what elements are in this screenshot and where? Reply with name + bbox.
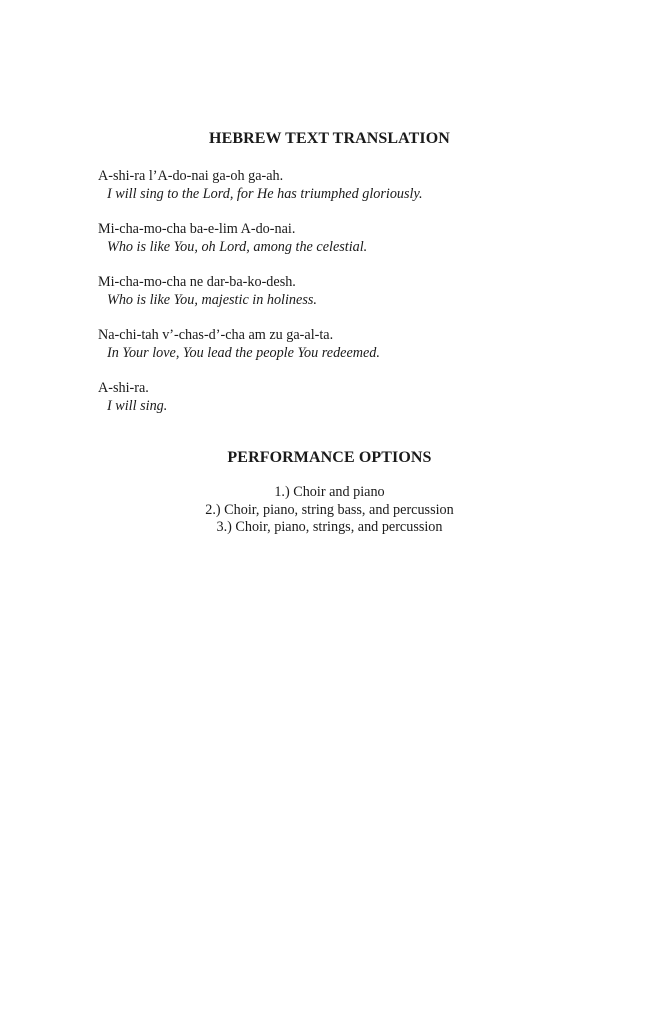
hebrew-line: A-shi-ra. xyxy=(98,380,149,396)
english-translation: Who is like You, majestic in holiness. xyxy=(107,292,317,308)
translation-heading: HEBREW TEXT TRANSLATION xyxy=(209,130,450,147)
hebrew-line: Na-chi-tah v’-chas-d’-cha am zu ga-al-ta. xyxy=(98,327,334,343)
verse xyxy=(98,167,618,203)
english-translation: Who is like You, oh Lord, among the celestial. xyxy=(107,239,368,255)
verse-list xyxy=(98,167,618,432)
hebrew-line: A-shi-ra l’A-do-nai ga-oh ga-ah. xyxy=(98,168,284,184)
hebrew-line: Mi-cha-mo-cha ne dar-ba-ko-desh. xyxy=(98,274,296,290)
english-translation: I will sing to the Lord, for He has triumphed gloriously. xyxy=(107,186,423,202)
performance-option: 3.) Choir, piano, strings, and percussion xyxy=(216,519,443,535)
english-translation: In Your love, You lead the people You redeemed. xyxy=(107,345,380,361)
english-translation: I will sing. xyxy=(107,398,168,414)
performance-options-list xyxy=(0,484,659,537)
performance-option: 2.) Choir, piano, string bass, and percussion xyxy=(205,501,454,518)
verse xyxy=(98,273,618,309)
hebrew-line: Mi-cha-mo-cha ba-e-lim A-do-nai. xyxy=(98,221,296,237)
performance-options-heading: PERFORMANCE OPTIONS xyxy=(227,449,432,466)
verse xyxy=(98,326,618,362)
verse xyxy=(98,220,618,256)
performance-option: 1.) Choir and piano xyxy=(274,484,385,500)
verse xyxy=(98,379,618,415)
